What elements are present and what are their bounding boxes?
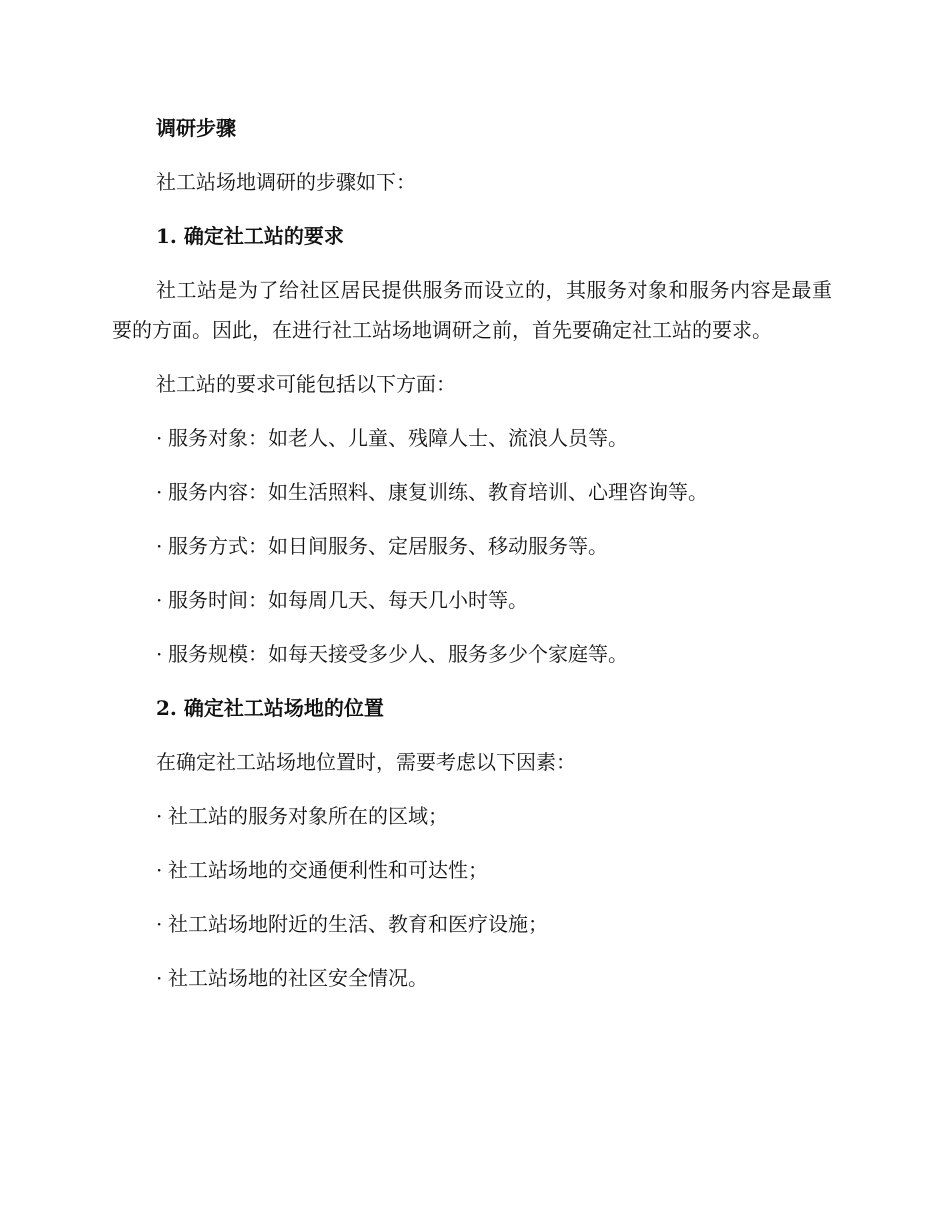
list-item bbox=[112, 580, 832, 620]
bullet-icon: · bbox=[156, 642, 163, 666]
list-item-text: 社工站的服务对象所在的区域； bbox=[168, 804, 448, 828]
bullet-icon: · bbox=[156, 426, 163, 450]
step2-heading: 2. 确定社工站场地的位置 bbox=[156, 696, 384, 720]
list-item-text: 服务方式：如日间服务、定居服务、移动服务等。 bbox=[168, 534, 608, 558]
bullet-icon: · bbox=[156, 588, 163, 612]
bullet-icon: · bbox=[156, 534, 163, 558]
document-body bbox=[112, 108, 832, 1012]
list-item bbox=[112, 850, 832, 890]
list-item bbox=[112, 472, 832, 512]
bullet-icon: · bbox=[156, 858, 163, 882]
step1-list-intro: 社工站的要求可能包括以下方面： bbox=[156, 372, 456, 396]
bullet-icon: · bbox=[156, 480, 163, 504]
intro-text: 社工站场地调研的步骤如下： bbox=[156, 170, 416, 194]
list-item bbox=[112, 796, 832, 836]
list-item bbox=[112, 634, 832, 674]
bullet-icon: · bbox=[156, 966, 163, 990]
list-item-text: 社工站场地的社区安全情况。 bbox=[168, 966, 428, 990]
list-item bbox=[112, 526, 832, 566]
bullet-icon: · bbox=[156, 804, 163, 828]
list-item-text: 服务时间：如每周几天、每天几小时等。 bbox=[168, 588, 528, 612]
list-item-text: 服务对象：如老人、儿童、残障人士、流浪人员等。 bbox=[168, 426, 628, 450]
list-item-text: 服务内容：如生活照料、康复训练、教育培训、心理咨询等。 bbox=[168, 480, 708, 504]
list-item-text: 服务规模：如每天接受多少人、服务多少个家庭等。 bbox=[168, 642, 628, 666]
section-title: 调研步骤 bbox=[156, 116, 236, 140]
step2-list-intro: 在确定社工站场地位置时，需要考虑以下因素： bbox=[156, 750, 576, 774]
list-item-text: 社工站场地的交通便利性和可达性； bbox=[168, 858, 488, 882]
step1-paragraph: 社工站是为了给社区居民提供服务而设立的，其服务对象和服务内容是最重要的方面。因此，在进行社工站场地调研之前，首先要确定社工站的要求。 bbox=[112, 278, 832, 342]
list-item-text: 社工站场地附近的生活、教育和医疗设施； bbox=[168, 912, 548, 936]
step1-heading: 1. 确定社工站的要求 bbox=[156, 224, 344, 248]
list-item bbox=[112, 418, 832, 458]
bullet-icon: · bbox=[156, 912, 163, 936]
list-item bbox=[112, 904, 832, 944]
list-item bbox=[112, 958, 832, 998]
